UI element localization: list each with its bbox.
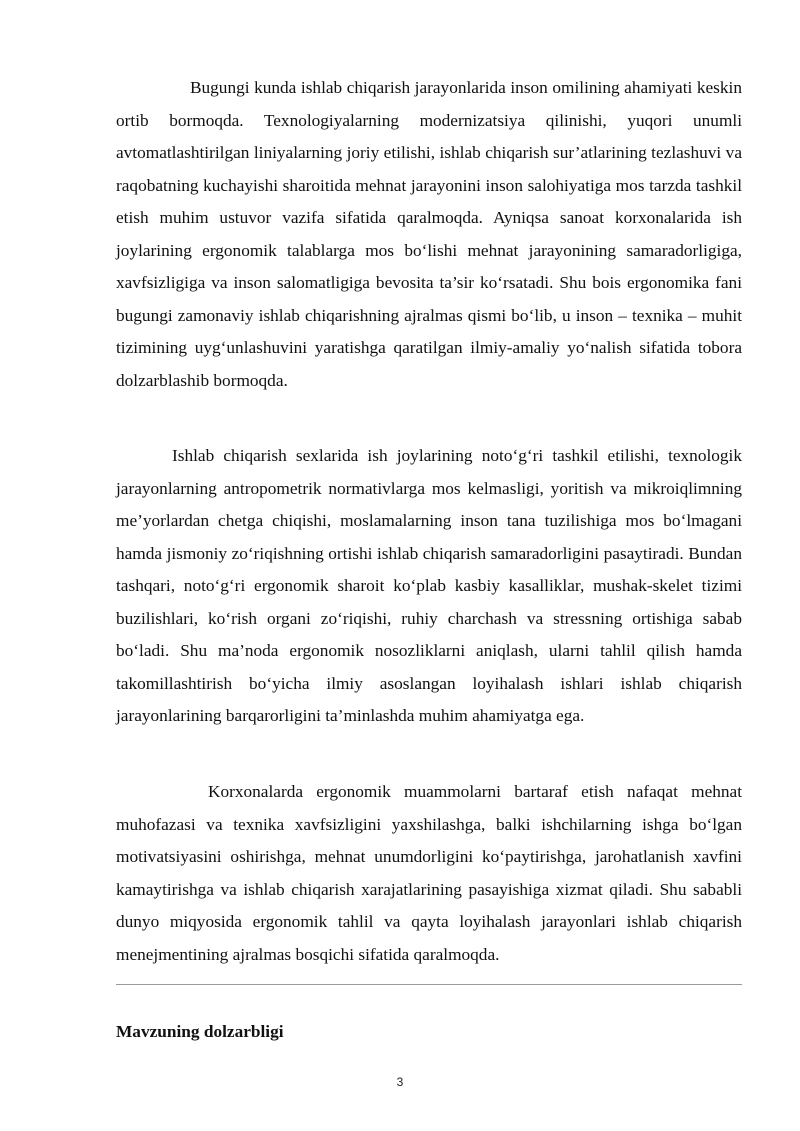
- horizontal-divider: [116, 984, 742, 985]
- paragraph-3: Korxonalarda ergonomik muammolarni bartaraf etish nafaqat mehnat muhofazasi va texnika xavfsizligini yaxshilashga, balki ishchilarning ishga bo‘lgan motivatsiyasini oshirishga, mehnat unumdorligini ko‘paytirishga, jarohatlanish xavfini kamaytirishga va ishlab chiqarish xarajatlarining pasayishiga xizmat qiladi. Shu sababli dunyo miqyosida ergonomik tahlil va qayta loyihalash jarayonlari ishlab chiqarish menejmentining ajralmas bosqichi sifatida qaralmoqda.: [116, 782, 742, 964]
- paragraph-1: Bugungi kunda ishlab chiqarish jarayonlarida inson omilining ahamiyati keskin ortib bormoqda. Texnologiyalarning modernizatsiya qilinishi, yuqori unumli avtomatlashtirilgan liniyalarning joriy etilishi, ishlab chiqarish sur’atlarining tezlashuvi va raqobatning kuchayishi sharoitida mehnat jarayonini inson salohiyatiga mos tarzda tashkil etish muhim ustuvor vazifa sifatida qaralmoqda. Ayniqsa sanoat korxonalarida ish joylarining ergonomik talablarga mos bo‘lishi mehnat jarayonining samaradorligiga, xavfsizligiga va inson salomatligiga bevosita ta’sir ko‘rsatadi. Shu bois ergonomika fani bugungi zamonaviy ishlab chiqarishning ajralmas qismi bo‘lib, u inson – texnika – muhit tizimining uyg‘unlashuvini yaratishga qaratilgan ilmiy-amaliy yo‘nalish sifatida tobora dolzarblashib bormoqda.: [116, 78, 742, 390]
- section-heading: Mavzuning dolzarbligi: [116, 1022, 284, 1041]
- page-number: 3: [396, 1075, 404, 1089]
- paragraph-2: Ishlab chiqarish sexlarida ish joylarining noto‘g‘ri tashkil etilishi, texnologik jarayonlarning antropometrik normativlarga mos kelmasligi, yoritish va mikroiqlimning me’yorlardan chetga chiqishi, moslamalarning inson tana tuzilishiga mos bo‘lmagani hamda jismoniy zo‘riqishning ortishi ishlab chiqarish samaradorligini pasaytiradi. Bundan tashqari, noto‘g‘ri ergonomik sharoit ko‘plab kasbiy kasalliklar, mushak-skelet tizimi buzilishlari, ko‘rish organi zo‘riqishi, ruhiy charchash va stressning ortishiga sabab bo‘ladi. Shu ma’noda ergonomik nosozliklarni aniqlash, ularni tahlil qilish hamda takomillashtirish bo‘yicha ilmiy asoslangan loyihalash ishlari ishlab chiqarish jarayonlarining barqarorligini ta’minlashda muhim ahamiyatga ega.: [116, 446, 742, 725]
